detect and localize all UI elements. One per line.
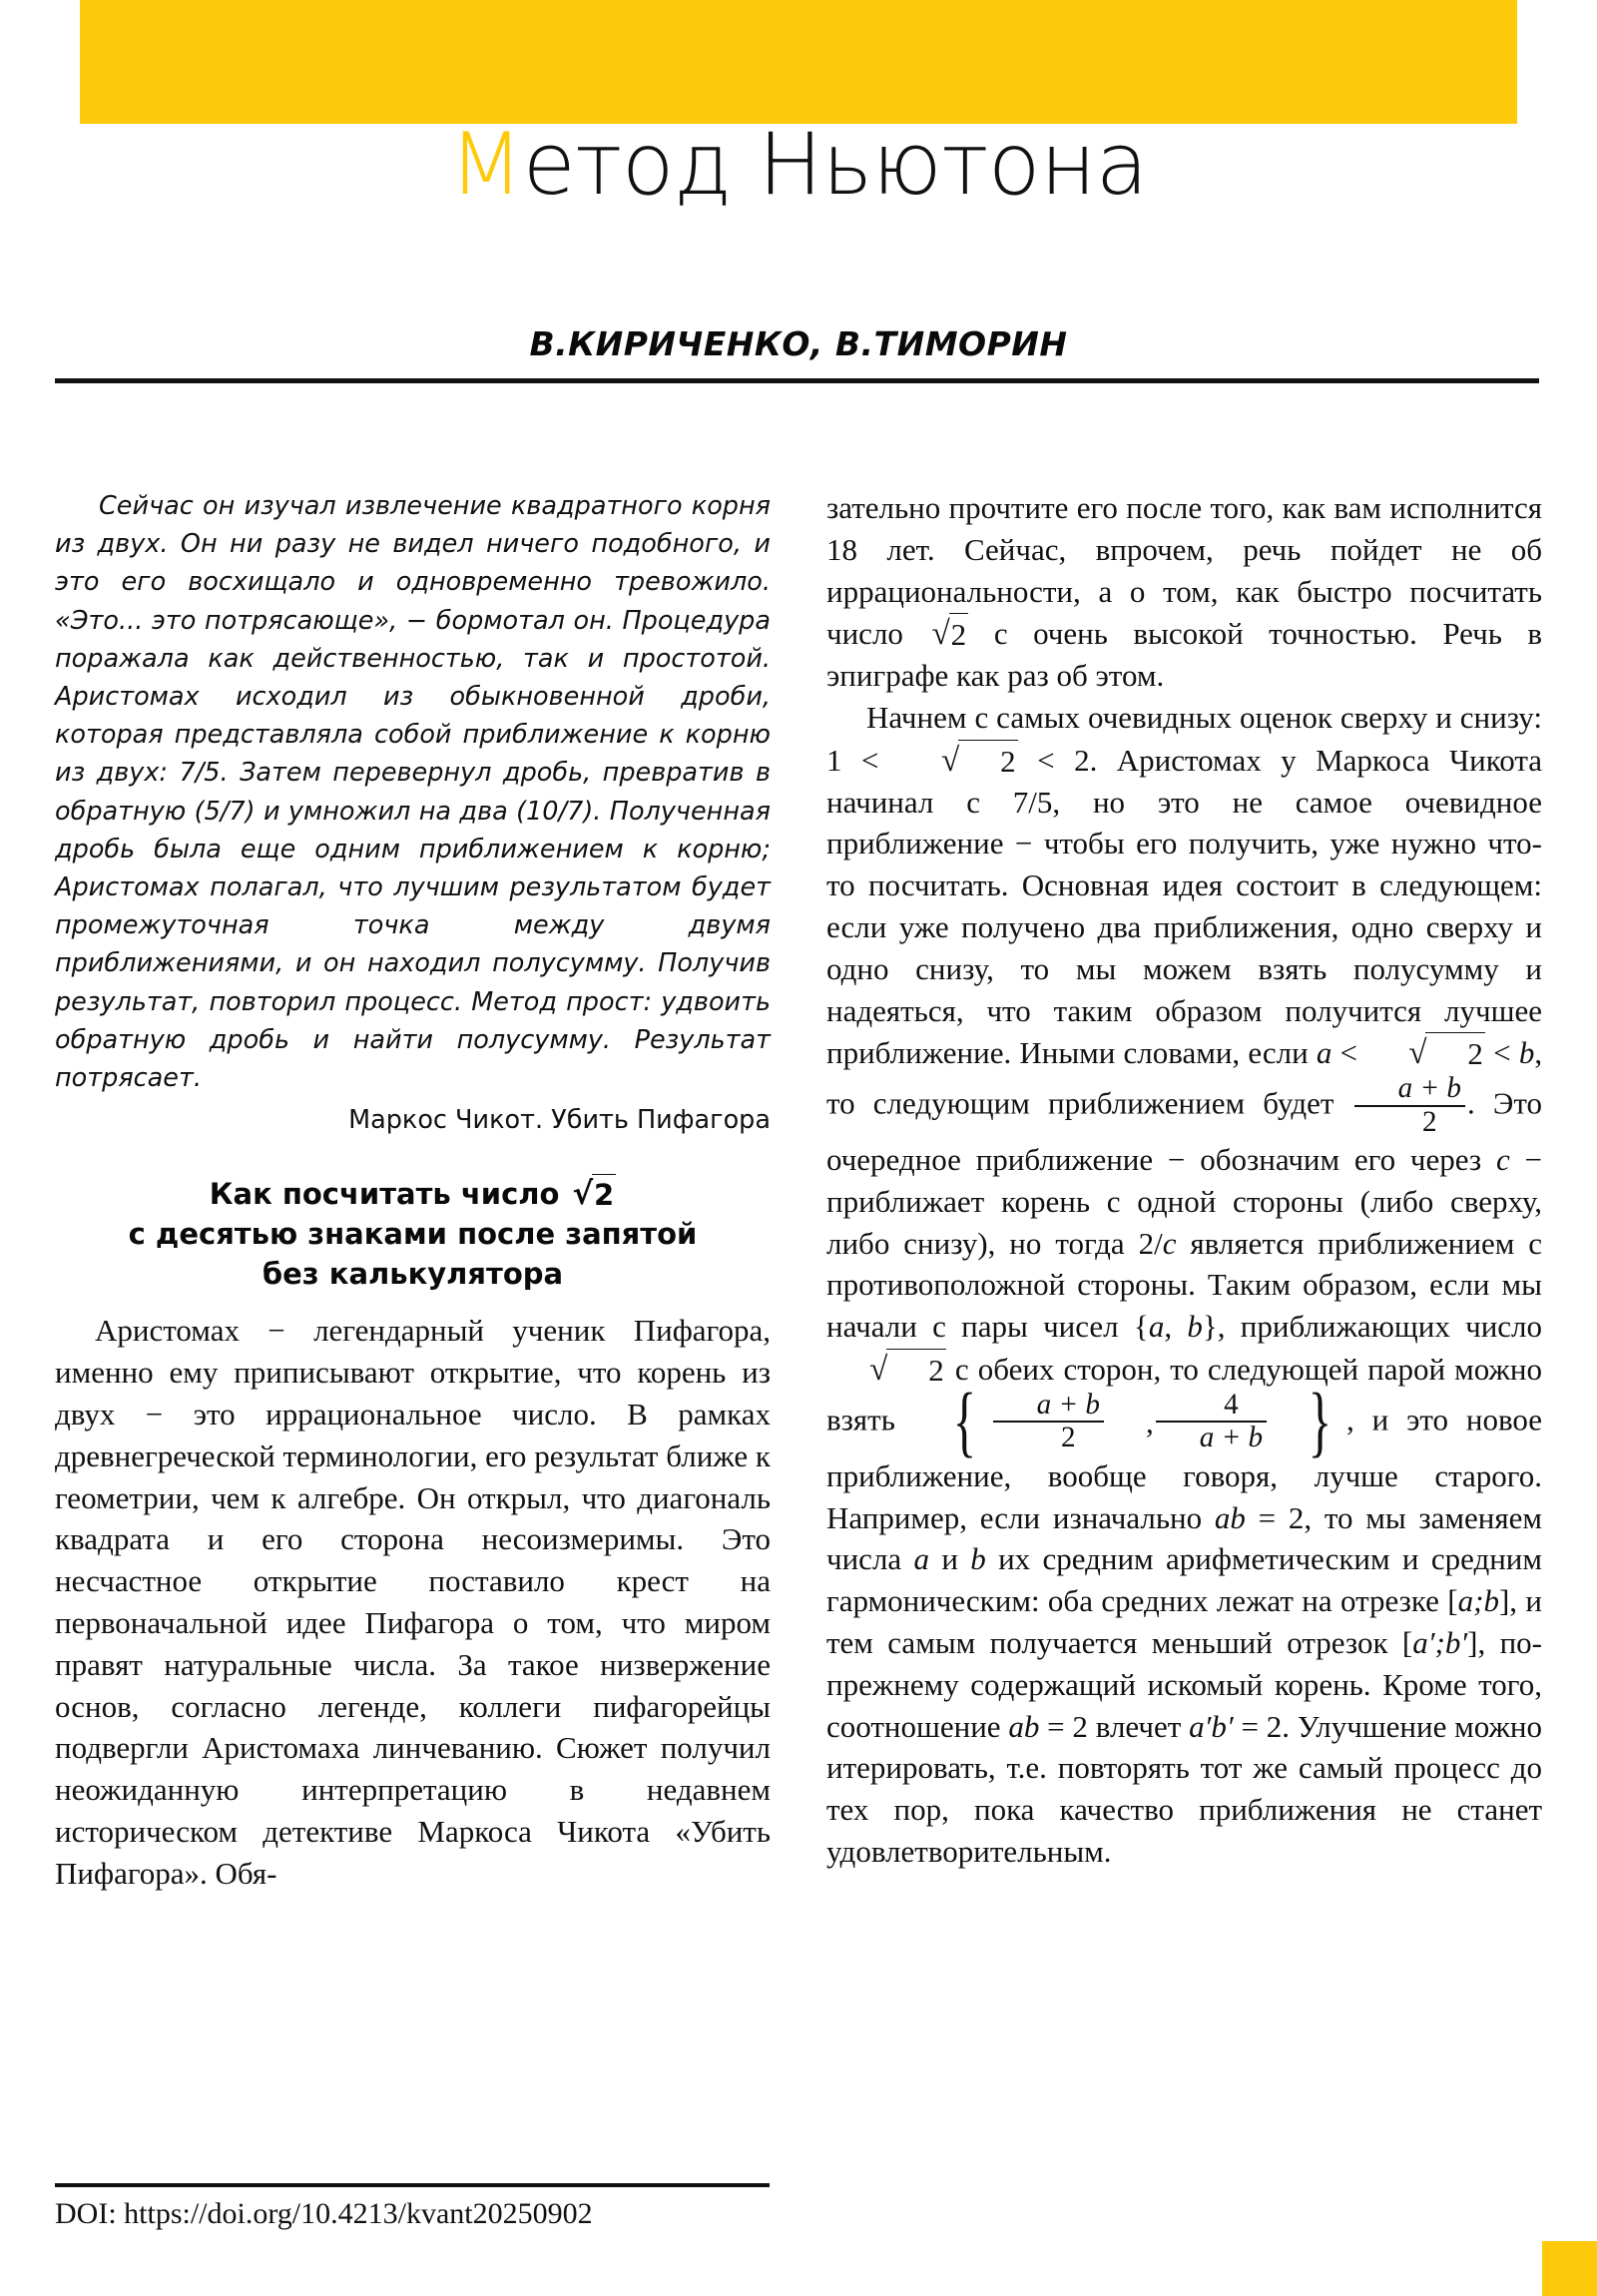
section-heading-line-1-text: Как посчитать число: [209, 1177, 560, 1212]
section-heading: [55, 1173, 771, 1294]
doi-divider-rule: [55, 2183, 770, 2187]
set-fraction-1-numerator: a + b: [1036, 1388, 1100, 1421]
epigraph-text: Сейчас он изучал извлечение квадратного корня из двух. Он ни разу не видел ничего подобного, и это его восхищало и одновременно тревожило. «Это... это потрясающе», − бормотал он. Процедура поражала как действенностью, так и простотой. Аристомах исходил из обыкновенной дроби, которая представляла собой приближение к корню из двух: 7/5. Затем перевернул дробь, превратив в обратную (5/7) и умножил на два (10/7). Полученная дробь была еще одним приближением к корню; Аристомах полагал, что лучшим результатом будет промежуточная точка между двумя приближениями, и он находил полусумму. Получив результат, повторил процесс. Метод прост: удвоить обратную дробь и найти полусумму. Результат потрясает.: [55, 491, 771, 1094]
right-p2-part-o: их средним арифметическим и средним гармоническим: оба средних лежат на отрезке [: [826, 1541, 1543, 1619]
math-var-b: b: [1518, 1035, 1535, 1071]
bottom-right-yellow-swatch: [1542, 2241, 1597, 2296]
right-p1-part-b: с очень высокой точностью. Речь в эпиграфе как раз об этом.: [826, 616, 1543, 694]
right-paragraph-2: [826, 697, 1542, 1873]
header-yellow-banner: [80, 0, 1517, 124]
right-p2-part-l: , и это новое приближение, вообще говоря, лучше старого. Например, если изначально: [826, 1402, 1543, 1535]
math-set-b: b: [1187, 1309, 1203, 1345]
right-brace-icon: }: [1308, 1378, 1332, 1465]
set-of-two-fractions: [913, 1378, 1346, 1465]
page-title-initial: М: [449, 115, 523, 215]
math-var-b-2: b: [970, 1541, 986, 1577]
fraction-numerator: a + b: [1397, 1072, 1461, 1105]
set-fraction-2: [1156, 1390, 1267, 1454]
right-p2-part-p: ], и тем самым получается меньший отрезок [: [826, 1583, 1542, 1660]
epigraph-source: Маркос Чикот. Убить Пифагора: [348, 1105, 771, 1136]
right-paragraph-1: [826, 487, 1542, 697]
math-var-c-2: c: [1162, 1225, 1177, 1261]
math-var-a: a: [1316, 1035, 1332, 1071]
math-product-ab-2: ab: [1008, 1708, 1040, 1744]
set-fraction-1: [993, 1390, 1104, 1454]
sqrt-radicand: 2: [592, 1174, 616, 1215]
right-p1-part-a: зательно прочтите его после того, как вам исполнится 18 лет. Сейчас, впрочем, речь пойдет не об иррациональности, а о том, как быстро посчитать число: [826, 490, 1542, 652]
right-p2-part-k: с обеих сторон, то следующей парой можно взять: [826, 1352, 1543, 1437]
right-p2-part-q: ], по-прежнему содержащий искомый корень. Кроме того, соотношение: [826, 1625, 1542, 1744]
math-set-a: a: [1148, 1309, 1165, 1345]
right-p2-set-comma: ,: [1164, 1309, 1173, 1345]
right-p2-part-e: , то следующим приближением будет: [826, 1035, 1543, 1121]
right-p2-part-b: < 2. Аристомах у Маркоса Чикота начинал с 7/5, но это не самое очевидное приближение − чтобы его получить, уже нужно что-то посчитать. Основная идея состоит в следующем: если уже получено два приближения, одно сверху и одно снизу, то мы можем взять полусумму и надеяться, что таким образом получится лучшее приближение. Иными словами, если: [826, 742, 1543, 1071]
sqrt-icon: √ 2: [1365, 1031, 1485, 1074]
math-interval-ab: a;b: [1457, 1583, 1499, 1619]
section-heading-line-2: с десятью знаками после запятой: [128, 1217, 698, 1252]
set-fraction-1-denominator: 2: [993, 1421, 1104, 1453]
doi-line: DOI: https://doi.org/10.4213/kvant20250902: [55, 2197, 593, 2230]
left-brace-icon: {: [952, 1378, 976, 1465]
fraction-denominator: 2: [1354, 1105, 1465, 1138]
right-p2-part-a: Начнем с самых очевидных оценок сверху и снизу: 1 <: [826, 699, 1542, 778]
math-var-c: c: [1495, 1142, 1510, 1178]
sqrt-icon: √ 2: [898, 739, 1018, 782]
set-separator: ,: [1145, 1405, 1154, 1440]
sqrt-icon: √ 2: [826, 1348, 946, 1391]
sqrt-icon: √2: [928, 612, 968, 655]
right-p2-part-r: = 2 влечет: [1047, 1708, 1182, 1744]
sqrt-icon: √2: [570, 1173, 617, 1214]
set-fraction-2-denominator: a + b: [1156, 1421, 1267, 1453]
left-paragraph-1: Аристомах − легендарный ученик Пифагора, именно ему приписывают открытие, что корень из двух − это иррациональное число. В рамках древнегреческой терминологии, его результат ближе к геометрии, чем к алгебре. Он открыл, что диагональ квадрата и его сторона несоизмеримы. Это несчастное открытие поставило крест на первоначальной идее Пифагора о том, что миром правят натуральные числа. За такое низвержение основ, согласно легенде, коллеги пифагорейцы подвергли Аристомаха линчеванию. Сюжет получил неожиданную интерпретацию в недавнем историческом детективе Маркоса Чикота «Убить Пифагора». Обя-: [55, 1313, 771, 1891]
section-heading-line-1: [55, 1173, 771, 1214]
right-column: [826, 487, 1542, 1873]
math-interval-ab-prime: a′;b′: [1412, 1625, 1468, 1660]
right-p2-part-n: и: [941, 1541, 958, 1577]
right-p2-part-h: является приближением с противоположной стороны. Таким образом, если мы начали с пары чисел {: [826, 1225, 1543, 1345]
math-product-ab-1: ab: [1214, 1499, 1246, 1535]
page-title-rest: етод Ньютона: [522, 115, 1148, 215]
set-fraction-2-numerator: 4: [1224, 1388, 1239, 1421]
math-var-a-2: a: [913, 1541, 929, 1577]
right-p2-part-f: . Это очередное приближение − обозначим его через: [826, 1085, 1542, 1178]
left-column: [55, 487, 771, 1895]
header-divider-rule: [55, 378, 1539, 383]
page-title: [0, 115, 1597, 215]
right-p2-part-m: = 2, то мы заменяем числа: [826, 1499, 1543, 1577]
math-product-ab-prime: a′b′: [1189, 1708, 1234, 1744]
right-p2-part-s: = 2. Улучшение можно итерировать, т.е. повторять тот же самый процесс до тех пор, пока качество приближения не станет удовлетворительным.: [826, 1708, 1543, 1869]
authors-line: В.КИРИЧЕНКО, В.ТИМОРИН: [529, 324, 1068, 363]
math-lt-1: <: [1339, 1035, 1357, 1071]
right-p2-part-g: − приближает корень с одной стороны (либо сверху, либо снизу), но тогда 2/: [826, 1142, 1542, 1261]
right-p2-part-j: }, приближающих число: [1202, 1309, 1543, 1345]
section-heading-line-3: без калькулятора: [262, 1257, 564, 1292]
math-lt-2: <: [1493, 1035, 1511, 1071]
fraction-a-plus-b-over-2: [1354, 1073, 1465, 1138]
